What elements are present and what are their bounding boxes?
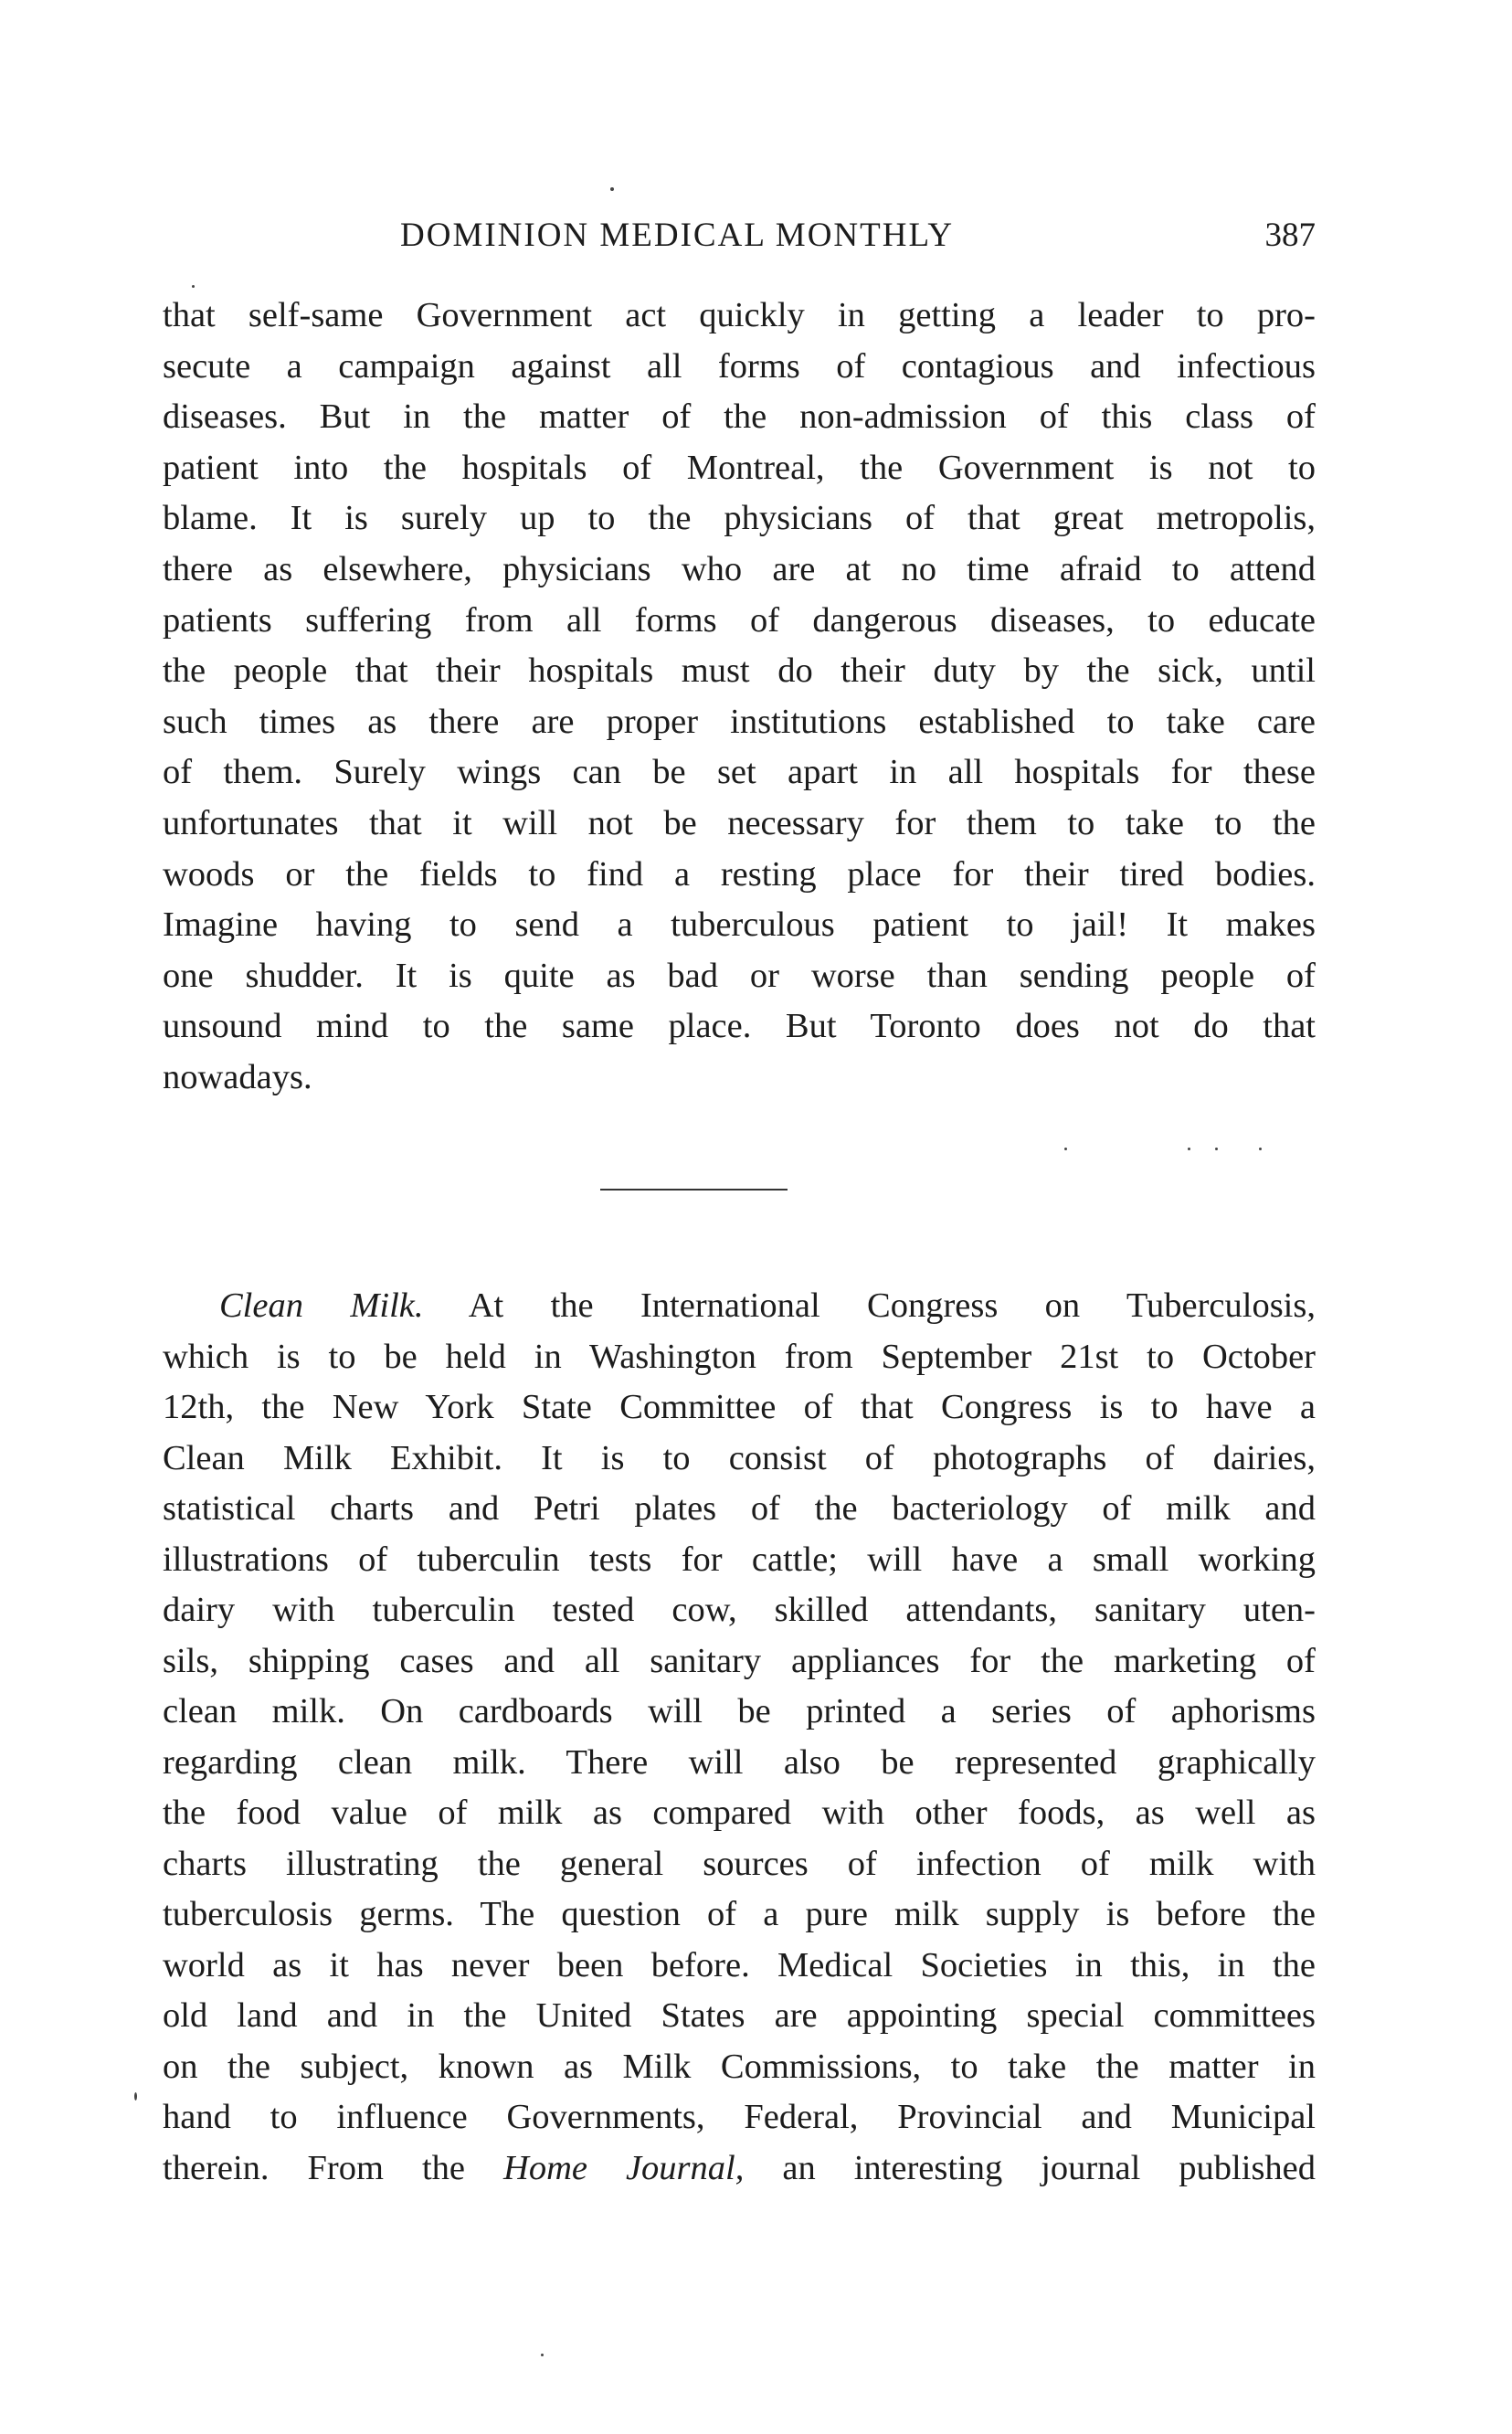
text-line: hand to influence Governments, Federal, Provincial and Municipal [163,2098,1316,2136]
text-fragment: an interesting journal published [782,2148,1316,2187]
text-line: statistical charts and Petri plates of the bacteriology of milk and [163,1489,1316,1528]
text-line: secute a campaign against all forms of contagious and infectious [163,346,1316,386]
text-line: on the subject, known as Milk Commissions, to take the matter in [163,2047,1316,2086]
text-line: nowadays. [163,1057,312,1096]
text-line: there as elsewhere, physicians who are at no time afraid to attend [163,549,1316,588]
text-line: patient into the hospitals of Montreal, the Government is not to [163,448,1316,487]
text-line: of them. Surely wings can be set apart in all hospitals for these [163,753,1316,792]
scan-speck [541,2354,544,2356]
scan-speck [1188,1148,1190,1150]
text-line-last [163,2143,1316,2195]
text-line: regarding clean milk. There will also be represented graphically [163,1742,1316,1782]
scan-speck [610,187,614,191]
text-line: woods or the fields to find a resting place for their tired bodies. [163,854,1316,894]
scan-speck [1215,1148,1218,1150]
text-line: unfortunates that it will not be necessary for them to take to the [163,803,1316,842]
text-line: diseases. But in the matter of the non-admission of this class of [163,397,1316,437]
text-line: unsound mind to the same place. But Toronto does not do that [163,1007,1316,1046]
text-line: world as it has never been before. Medical Societies in this, in the [163,1945,1316,1984]
text-line: such times as there are proper institutions established to take care [163,702,1316,741]
text-line: blame. It is surely up to the physicians of that great metropolis, [163,499,1316,538]
text-line: old land and in the United States are appointing special committees [163,1996,1316,2035]
text-line-first [163,1281,1316,1332]
text-line: charts illustrating the general sources of infection of milk with [163,1844,1316,1883]
text-line: clean milk. On cardboards will be printed a series of aphorisms [163,1692,1316,1730]
text-line: the people that their hospitals must do their duty by the sick, until [163,651,1316,691]
journal-title: Home Journal, [503,2148,745,2187]
scan-speck [1259,1148,1262,1150]
text-line: Clean Milk Exhibit. It is to consist of photographs of dairies, [163,1438,1316,1477]
text-line: sils, shipping cases and all sanitary appliances for the marketing of [163,1641,1316,1680]
scan-speck [192,285,195,288]
section-title: Clean Milk. [219,1286,424,1325]
text-line: 12th, the New York State Committee of that Congress is to have a [163,1388,1316,1426]
paragraph-montreal-hospitals [163,291,1316,1104]
scan-speck [134,2092,137,2101]
text-line: the food value of milk as compared with other foods, as well as [163,1794,1316,1832]
scan-speck [1064,1148,1067,1150]
text-line: illustrations of tuberculin tests for cattle; will have a small working [163,1540,1316,1579]
text-line: dairy with tuberculin tested cow, skilled attendants, sanitary uten- [163,1591,1316,1629]
text-line: that self-same Government act quickly in getting a leader to pro- [163,296,1316,334]
text-line: Imagine having to send a tuberculous patient to jail! It makes [163,905,1316,945]
section-divider [600,1189,788,1191]
running-head: DOMINION MEDICAL MONTHLY [400,217,955,254]
page-header [163,216,1316,270]
text-line: which is to be held in Washington from September 21st to October [163,1337,1316,1376]
text-fragment: At the International Congress on Tuberculosis, [468,1286,1316,1325]
text-line: patients suffering from all forms of dangerous diseases, to educate [163,600,1316,640]
text-line: tuberculosis germs. The question of a pure milk supply is before the [163,1895,1316,1933]
page-number: 387 [1264,217,1316,254]
text-line: one shudder. It is quite as bad or worse than sending people of [163,956,1316,995]
paragraph-clean-milk [163,1281,1316,2194]
text-fragment: therein. From the [163,2148,465,2187]
